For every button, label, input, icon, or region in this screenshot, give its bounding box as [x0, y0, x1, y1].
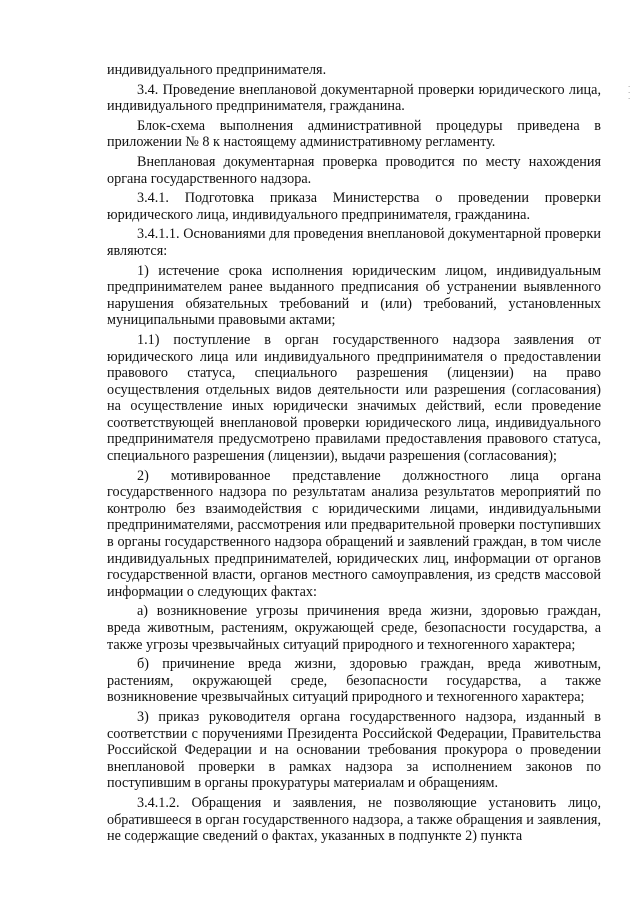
document-page — [107, 62, 601, 848]
paragraph-item-b: б) причинение вреда жизни, здоровью граждан, вреда животным, растениям, окружающей среде, безопасности государства, а также возникновение чрезвычайных ситуаций природного и техногенного характера; — [107, 656, 601, 706]
paragraph-inspection-location: Внеплановая документарная проверка проводится по месту нахождения органа государственного надзора. — [107, 153, 601, 187]
paragraph-block-scheme: Блок-схема выполнения административной процедуры приведена в приложении № 8 к настоящему административному регламенту. — [107, 117, 601, 151]
paragraph-item-1-1: 1.1) поступление в орган государственного надзора заявления от юридического лица или индивидуального предпринимателя о предоставлении правового статуса, специального разрешения (лицензии) на право осуществления отдельных видов деятельности или разрешения (согласования) на осуществление иных юридически значимых действий, если проведение соответствующей внеплановой проверки юридического лица, индивидуального предпринимателя предусмотрено правилами предоставления правового статуса, специального разрешения (лицензии), выдачи разрешения (согласования); — [107, 331, 601, 465]
paragraph-item-2: 2) мотивированное представление должностного лица органа государственного надзора по результатам анализа результатов мероприятий по контролю без взаимодействия с юридическими лицами, индивидуальными предпринимателями, рассмотрения или предварительной проверки поступивших в органы государственного надзора обращений и заявлений граждан, в том числе индивидуальных предпринимателей, юридических лиц, информации от органов государственной власти, органов местного самоуправления, из средств массовой информации о следующих фактах: — [107, 467, 601, 600]
paragraph-continuation: индивидуального предпринимателя. — [107, 62, 327, 78]
paragraph-section-3-4: 3.4. Проведение внеплановой документарной проверки юридического лица, индивидуального предпринимателя, гражданина. — [107, 81, 601, 115]
paragraph-section-3-4-1-2: 3.4.1.2. Обращения и заявления, не позволяющие установить лицо, обратившееся в орган государственного надзора, а также обращения и заявления, не содержащие сведений о фактах, указанных в подпункте 2) пункта — [107, 794, 601, 845]
paragraph-item-a: а) возникновение угрозы причинения вреда жизни, здоровью граждан, вреда животным, растениям, окружающей среде, безопасности государства, а также угрозы чрезвычайных ситуаций природного и техногенного характера; — [107, 603, 601, 653]
paragraph-section-3-4-1: 3.4.1. Подготовка приказа Министерства о проведении проверки юридического лица, индивидуального предпринимателя, гражданина. — [107, 190, 601, 223]
paragraph-section-3-4-1-1: 3.4.1.1. Основаниями для проведения внеплановой документарной проверки являются: — [107, 226, 601, 259]
paragraph-item-1: 1) истечение срока исполнения юридическим лицом, индивидуальным предпринимателем ранее выданного предписания об устранении выявленного нарушения обязательных требований и (или) требований, установленных муниципальными правовыми актами; — [107, 262, 601, 329]
scan-edge-mark: · · · — [628, 83, 631, 103]
paragraph-item-3: 3) приказ руководителя органа государственного надзора, изданный в соответствии с поручениями Президента Российской Федерации, Правительства Российской Федерации и на основании требования прокурора о проведении внеплановой проверки в рамках надзора за исполнением законов по поступившим в органы прокуратуры материалам и обращениям. — [107, 708, 601, 792]
